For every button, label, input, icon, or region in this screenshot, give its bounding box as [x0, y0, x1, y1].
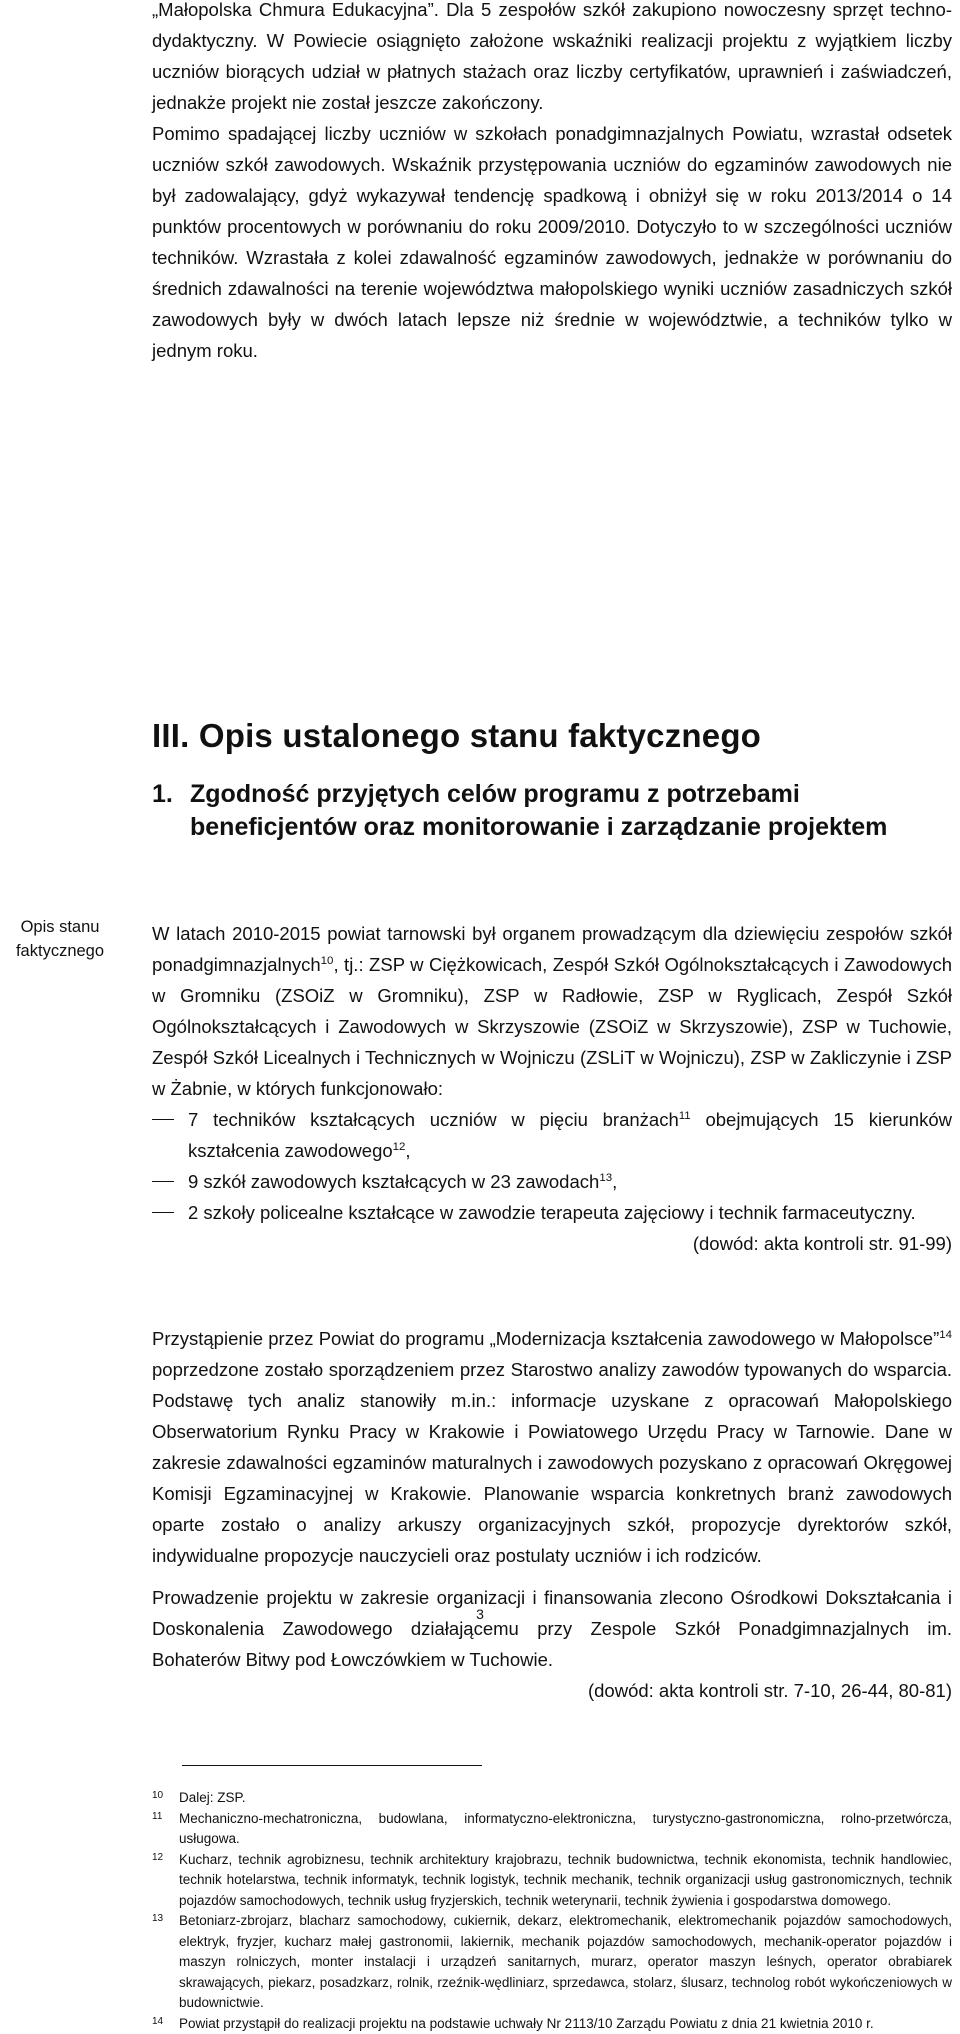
list-item-text: 9 szkół zawodowych kształcących w 23 zawodach — [188, 1171, 599, 1192]
subsection-title: Zgodność przyjętych celów programu z potrzebami beneficjentów oraz monitorowanie i zarządzanie projektem — [152, 778, 942, 844]
footnote — [152, 2014, 952, 2034]
footnote-number: 12 — [152, 1850, 163, 1866]
footnote-number: 11 — [152, 1809, 162, 1825]
footnote-text: Dalej: ZSP. — [179, 1790, 246, 1805]
text-segment: Przystąpienie przez Powiat do programu „Modernizacja kształcenia zawodowego w Małopolsce” — [152, 1328, 939, 1349]
list-item — [152, 1104, 952, 1166]
footnote-ref: 11 — [679, 1110, 691, 1122]
margin-note: Opis stanu faktycznego — [0, 915, 120, 963]
paragraph-vocational-exams: Pomimo spadającej liczby uczniów w szkołach ponadgimnazjalnych Powiatu, wzrastał odsetek uczniów szkół zawodowych. Wskaźnik przystępowania uczniów do egzaminów zawodowych nie był zadowalający, gdyż wykazywał tendencję spadkową i obniżył się w roku 2013/2014 o 14 punktów procentowych w porównaniu do roku 2009/2010. Dotyczyło to w szczególności uczniów techników. Wzrastała z kolei zdawalność egzaminów zawodowych, jednakże w porównaniu do średnich zdawalności na terenie województwa małopolskiego wyniki uczniów zasadniczych szkół zawodowych były w dwóch latach lepsze niż średnie w województwie, a techników tylko w jednym roku. — [152, 118, 952, 366]
list-item-text: , — [612, 1171, 617, 1192]
list-item-text: 7 techników kształcących uczniów w pięciu branżach — [188, 1109, 679, 1130]
footnote — [152, 1850, 952, 1912]
footnote-text: Betoniarz-zbrojarz, blacharz samochodowy, cukiernik, dekarz, elektromechanik, elektromechanik pojazdów samochodowych, elektryk, fryzjer, kucharz małej gastronomii, lakiernik, mechanik pojazdów samochodowych, mechanik-operator pojazdów i maszyn rolniczych, monter instalacji i urządzeń sanitarnych, murarz, operator maszyn leśnych, operator obrabiarek skrawających, piekarz, posadzkarz, rolnik, rzeźnik-wędliniarz, sprzedawca, stolarz, ślusarz, technolog robót wykończeniowych w budownictwie. — [179, 1913, 952, 2010]
paragraph-program-analysis — [152, 1323, 952, 1571]
footnote — [152, 1911, 952, 2014]
footnote-ref: 14 — [939, 1329, 952, 1341]
footnote-text: Powiat przystąpił do realizacji projektu na podstawie uchwały Nr 2113/10 Zarządu Powiatu z dnia 21 kwietnia 2010 r. — [179, 2016, 874, 2031]
text-segment: poprzedzone zostało sporządzeniem przez Starostwo analizy zawodów typowanych do wsparcia. Podstawę tych analiz stanowiły m.in.: informacje uzyskane z opracowań Małopolskiego Obserwatorium Rynku Pracy w Krakowie i Powiatowego Urzędu Pracy w Tarnowie. Dane w zakresie zdawalności egzaminów maturalnych i zawodowych pozyskano z opracowań Okręgowej Komisji Egzaminacyjnej w Krakowie. Planowanie wsparcia konkretnych branż zawodowych oparte zostało o analizy arkuszy organizacyjnych szkół, propozycje dyrektorów szkół, indywidualne propozycje nauczycieli oraz postulaty uczniów i ich rodziców. — [152, 1359, 952, 1566]
footnote — [152, 1809, 952, 1850]
text-segment: , tj.: ZSP w Ciężkowicach, Zespół Szkół Ogólnokształcących i Zawodowych w Gromniku (ZSOiZ w Gromniku), ZSP w Radłowie, ZSP w Ryglicach, Zespół Szkół Ogólnokształcących i Zawodowych w Skrzyszowie (ZSOiZ w Skrzyszowie), ZSP w Tuchowie, Zespół Szkół Licealnych i Technicznych w Wojniczu (ZSLiT w Wojniczu), ZSP w Zakliczynie i ZSP w Żabnie, w których funkcjonowało: — [152, 954, 952, 1099]
footnote-ref: 10 — [321, 955, 334, 967]
footnote-ref: 13 — [599, 1172, 612, 1184]
subsection-heading — [152, 778, 942, 844]
schools-list — [152, 1104, 952, 1228]
subsection-number: 1. — [152, 778, 173, 811]
text-segment: W latach 2010-2015 powiat tarnowski był organem prowadzącym dla dziewięciu zespołów szkół ponadgimnazjalnych — [152, 923, 952, 975]
paragraph-project-management — [152, 1582, 952, 1706]
evidence-note: (dowód: akta kontroli str. 91-99) — [152, 1228, 952, 1259]
paragraph-schools — [152, 918, 952, 1259]
list-item — [152, 1197, 952, 1228]
footnote-number: 14 — [152, 2014, 163, 2030]
list-item-text: 2 szkoły policealne kształcące w zawodzie terapeuta zajęciowy i technik farmaceutyczny. — [188, 1202, 916, 1223]
evidence-note: (dowód: akta kontroli str. 7-10, 26-44, 80-81) — [152, 1675, 952, 1706]
footnote-text: Mechaniczno-mechatroniczna, budowlana, informatyczno-elektroniczna, turystyczno-gastronomiczna, rolno-przetwórcza, usługowa. — [179, 1811, 952, 1847]
footnote-ref: 12 — [393, 1141, 406, 1153]
footnote — [152, 1788, 952, 1809]
section-heading: III. Opis ustalonego stanu faktycznego — [152, 716, 761, 756]
footnote-number: 13 — [152, 1911, 163, 1927]
footnotes — [152, 1788, 952, 2034]
paragraph-schools-text — [152, 918, 952, 1104]
continued-paragraph: „Małopolska Chmura Edukacyjna”. Dla 5 zespołów szkół zakupiono nowoczesny sprzęt techno-dydaktyczny. W Powiecie osiągnięto założone wskaźniki realizacji projektu z wyjątkiem liczby uczniów biorących udział w płatnych stażach oraz liczby certyfikatów, uprawnień i zaświadczeń, jednakże projekt nie został jeszcze zakończony. — [152, 0, 952, 118]
list-item-text: obejmujących 15 kierunków kształcenia zawodowego — [188, 1109, 952, 1161]
list-item-text: , — [405, 1140, 410, 1161]
list-item — [152, 1166, 952, 1197]
footnote-separator — [182, 1765, 482, 1766]
footnote-text: Kucharz, technik agrobiznesu, technik architektury krajobrazu, technik budownictwa, technik ekonomista, technik handlowiec, technik hotelarstwa, technik informatyk, technik logistyk, technik mechanik, technik organizacji usług gastronomicznych, technik pojazdów samochodowych, technik usług fryzjerskich, technik weterynarii, technik żywienia i gospodarstwa domowego. — [179, 1852, 952, 1908]
paragraph-project-management-text: Prowadzenie projektu w zakresie organizacji i finansowania zlecono Ośrodkowi Dokształcania i Doskonalenia Zawodowego działającemu przy Zespole Szkół Ponadgimnazjalnych im. Bohaterów Bitwy pod Łowczówkiem w Tuchowie. — [152, 1582, 952, 1675]
page-number: 3 — [0, 1606, 960, 1622]
footnote-number: 10 — [152, 1788, 163, 1804]
